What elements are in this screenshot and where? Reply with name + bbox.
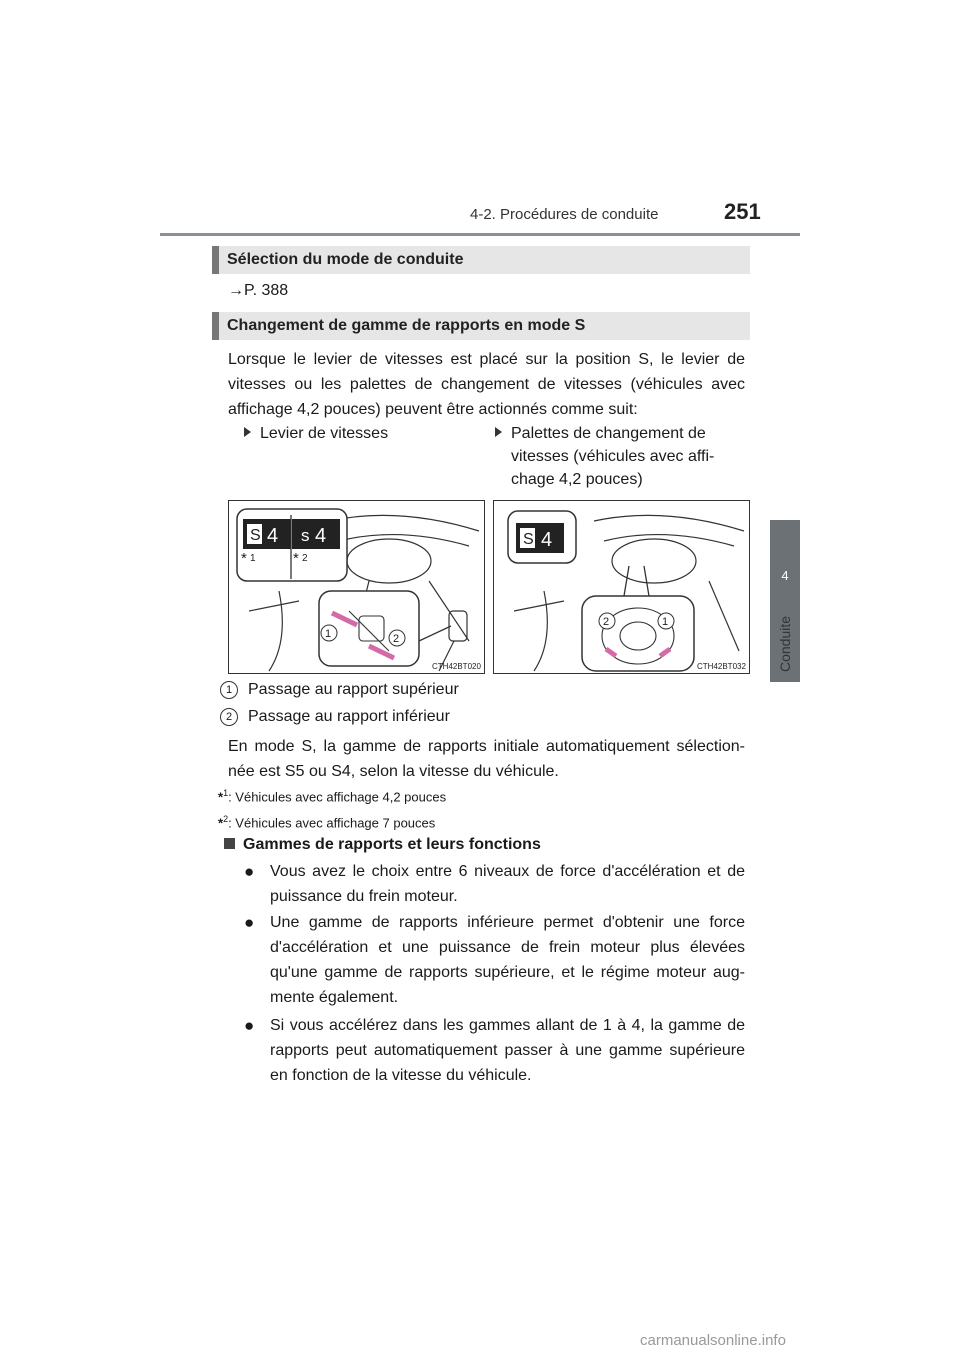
bullet-dot-icon: ● [244, 1016, 255, 1035]
chapter-number: 4 [781, 568, 789, 583]
svg-text:S: S [523, 531, 534, 548]
legend-item-downshift: 2 Passage au rapport inférieur [220, 705, 450, 728]
triangle-bullet-icon [244, 427, 251, 437]
intro-paragraph: Lorsque le levier de vitesses est placé sur la position S, le levier de vitesses ou les palettes de changement de vitesses (véhicules avec affichage 4,2 pouces) peuvent être actionnés comme suit: [228, 351, 745, 418]
footnote-1: *$^1$: Véhicules avec affichage 4,2 pouces [218, 788, 447, 805]
section-heading-s-mode: Changement de gamme de rapports en mode S [212, 312, 750, 340]
svg-text:2: 2 [603, 616, 610, 628]
bullet-item: ● Une gamme de rapports inférieure permet d'obtenir une force d'accélération et une puissance de frein moteur plus élevées qu'une gamme de rapports supérieure, et le régime moteur aug-mente également. [244, 910, 745, 1010]
page-number: 251 [724, 199, 761, 224]
svg-text:s: s [301, 526, 310, 545]
svg-text:2: 2 [302, 553, 308, 564]
column-heading-shift-lever: Levier de vitesses [244, 422, 388, 445]
legend-item-upshift: 1 Passage au rapport supérieur [220, 678, 459, 701]
header-rule [160, 233, 800, 236]
page-reference: →P. 388 [228, 282, 289, 299]
figure-code: CTH42BT032 [697, 662, 746, 671]
number-badge: 2 [220, 708, 238, 726]
svg-text:1: 1 [250, 553, 256, 564]
bullet-item: ● Si vous accélérez dans les gammes allant de 1 à 4, la gamme de rapports peut automatiquement passer à une gamme supérieure en fonction de la vitesse du véhicule. [244, 1013, 745, 1088]
square-bullet-icon [224, 838, 235, 849]
section-heading-driving-mode: Sélection du mode de conduite [212, 246, 750, 274]
watermark: carmanualsonline.info [640, 1332, 786, 1349]
figure-code: CTH42BT020 [432, 662, 481, 671]
chapter-label: Conduite [777, 615, 793, 673]
number-badge: 1 [220, 681, 238, 699]
subheading-gear-ranges: Gammes de rapports et leurs fonctions [224, 836, 541, 854]
bullet-item: ● Vous avez le choix entre 6 niveaux de force d'accélération et de puissance du frein moteur. [244, 859, 745, 909]
triangle-bullet-icon [495, 427, 502, 437]
column-heading-paddles: Palettes de changement de vitesses (véhicules avec affi- chage 4,2 pouces) [495, 422, 745, 491]
svg-text:S: S [250, 527, 261, 544]
svg-text:1: 1 [662, 616, 669, 628]
bullet-dot-icon: ● [244, 862, 255, 881]
figure-shift-lever [228, 500, 485, 674]
mode-s-paragraph: En mode S, la gamme de rapports initiale automatiquement sélection-née est S5 ou S4, selon la vitesse du véhicule. [228, 738, 745, 780]
svg-text:1: 1 [325, 628, 332, 640]
svg-text:4: 4 [541, 529, 553, 551]
svg-text:2: 2 [393, 633, 400, 645]
figure-paddles [493, 500, 750, 674]
shift-lever-illustration [229, 501, 485, 674]
svg-text:4: 4 [267, 525, 279, 547]
bullet-dot-icon: ● [244, 913, 255, 932]
svg-text:*: * [241, 550, 247, 567]
svg-text:*: * [293, 550, 299, 567]
paddle-illustration [494, 501, 750, 674]
footnote-2: *$^2$: Véhicules avec affichage 7 pouces [218, 814, 436, 831]
zoom-circle [582, 596, 694, 671]
header-section: 4-2. Procédures de conduite [470, 206, 659, 223]
svg-text:4: 4 [315, 525, 327, 547]
